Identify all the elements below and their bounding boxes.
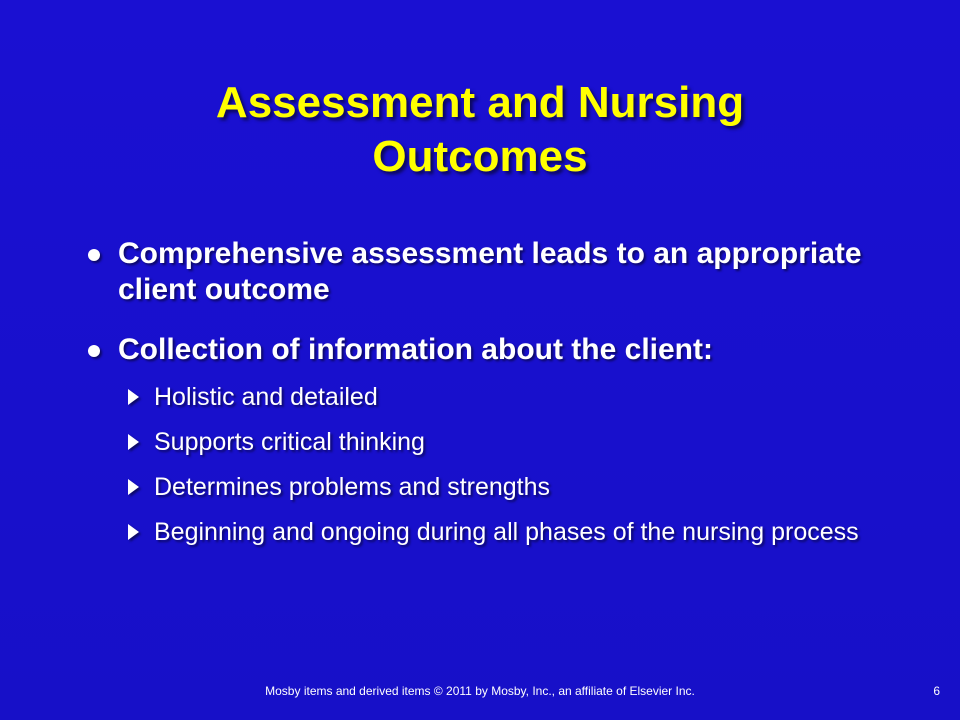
bullet-item (82, 236, 862, 308)
slide-content (82, 236, 862, 562)
filled-circle-bullet-icon (88, 249, 100, 261)
bullet-item (82, 332, 862, 368)
slide-title: Assessment and Nursing Outcomes (215, 78, 745, 181)
sub-bullet-item (82, 382, 862, 413)
bullet-text: Comprehensive assessment leads to an appropriate client outcome (118, 237, 862, 306)
sub-bullet-text: Determines problems and strengths (154, 473, 551, 501)
filled-circle-bullet-icon (88, 345, 100, 357)
copyright-footer: Mosby items and derived items © 2011 by Mosby, Inc., an affiliate of Elsevier Inc. (265, 684, 695, 698)
bullet-text: Collection of information about the client: (118, 333, 713, 366)
sub-bullet-item (82, 472, 862, 503)
arrowhead-bullet-icon (128, 389, 139, 405)
sub-bullet-text: Holistic and detailed (154, 383, 378, 411)
sub-bullet-text: Supports critical thinking (154, 428, 425, 456)
sub-bullet-item (82, 427, 862, 458)
sub-bullet-item (82, 517, 862, 548)
sub-bullet-text: Beginning and ongoing during all phases of the nursing process (154, 518, 859, 546)
page-number: 6 (933, 684, 940, 698)
arrowhead-bullet-icon (128, 479, 139, 495)
arrowhead-bullet-icon (128, 434, 139, 450)
arrowhead-bullet-icon (128, 524, 139, 540)
